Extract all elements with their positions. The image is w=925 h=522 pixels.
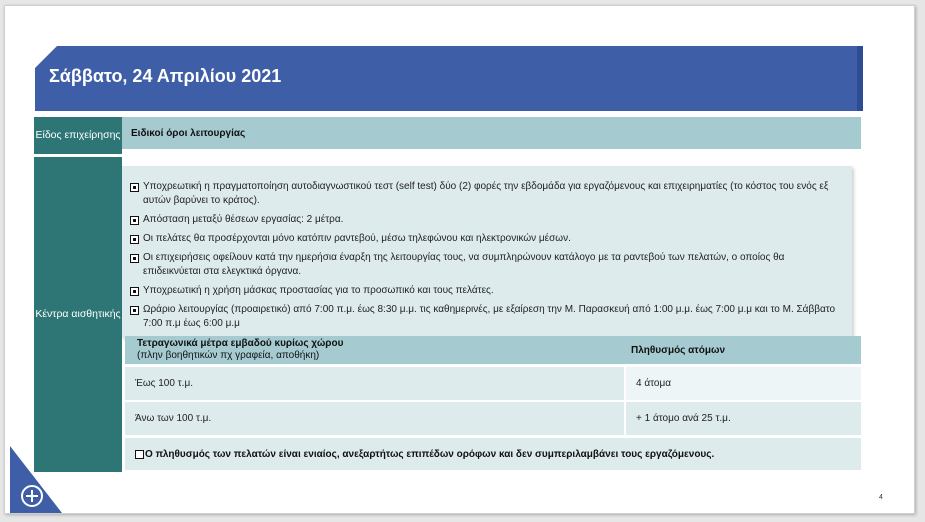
capacity-table-header <box>125 336 861 364</box>
checkbox-bullet-icon <box>130 216 139 225</box>
slide <box>4 5 915 514</box>
area-column-header <box>137 338 343 362</box>
list-item <box>130 213 840 227</box>
table-cell-people: 4 άτομα <box>626 367 861 400</box>
checkbox-bullet-icon <box>130 235 139 244</box>
title-banner <box>35 46 863 111</box>
list-item <box>130 180 840 208</box>
banner-corner-cut <box>35 46 57 68</box>
list-item <box>130 303 840 331</box>
people-column-header: Πληθυσμός ατόμων <box>631 345 726 356</box>
area-header-subtitle: (πλην βοηθητικών πχ γραφεία, αποθήκη) <box>137 350 320 361</box>
table-cell-area: Έως 100 τ.μ. <box>125 367 624 400</box>
terms-list-box <box>122 166 852 338</box>
special-terms-header: Ειδικοί όροι λειτουργίας <box>122 117 861 149</box>
checkbox-bullet-icon <box>135 450 144 459</box>
footnote-text: Ο πληθυσμός των πελατών είναι ενιαίος, ανεξαρτήτως επιπέδων ορόφων και δεν συμπεριλαμβάνει τους εργαζόμενους. <box>145 448 715 460</box>
checkbox-bullet-icon <box>130 254 139 263</box>
bullet-text: Υποχρεωτική η χρήση μάσκας προστασίας για το προσωπικό και τους πελάτες. <box>143 285 494 296</box>
slide-title: Σάββατο, 24 Απριλίου 2021 <box>49 66 282 86</box>
category-label: Κέντρα αισθητικής <box>34 157 122 472</box>
checkbox-bullet-icon <box>130 183 139 192</box>
bullet-text: Ωράριο λειτουργίας (προαιρετικό) από 7:00 π.μ. έως 8:30 μ.μ. τις καθημερινές, με εξαίρεση την Μ. Παρασκευή από 1:00 μ.μ. έως 7:00 μ.μ και το Μ. Σάββατο 7:00 π.μ έως 6:00 μ.μ <box>143 304 836 329</box>
footnote-row <box>125 438 861 470</box>
checkbox-bullet-icon <box>130 287 139 296</box>
bullet-text: Υποχρεωτική η πραγματοποίηση αυτοδιαγνωστικού τεστ (self test) δύο (2) φορές την εβδομάδα για εργαζόμενους και επιχειρηματίες (το κόστος του ενός εξ αυτών βαρύνει το κράτος). <box>143 181 829 206</box>
bullet-text: Οι επιχειρήσεις οφείλουν κατά την ημερήσια έναρξη της λειτουργίας τους, να συμπληρώνουν κατάλογο με τα ραντεβού των πελατών, ο οποίος θα επιδεικνύεται στα ελεγκτικά όργανα. <box>143 252 785 277</box>
business-type-label: Είδος επιχείρησης <box>34 117 122 154</box>
list-item <box>130 284 840 298</box>
banner-edge <box>857 46 863 111</box>
bullet-text: Απόσταση μεταξύ θέσεων εργασίας: 2 μέτρα. <box>143 214 344 225</box>
area-header-title: Τετραγωνικά μέτρα εμβαδού κυρίως χώρου <box>137 338 344 349</box>
table-cell-people: + 1 άτομο ανά 25 τ.μ. <box>626 402 861 435</box>
list-item <box>130 251 840 279</box>
terms-list <box>130 180 840 336</box>
page-number: 4 <box>879 494 883 501</box>
bullet-text: Οι πελάτες θα προσέρχονται μόνο κατόπιν ραντεβού, μέσω τηλεφώνου και ηλεκτρονικών μέσων. <box>143 233 571 244</box>
table-cell-area: Άνω των 100 τ.μ. <box>125 402 624 435</box>
greek-emblem-icon <box>21 485 43 507</box>
checkbox-bullet-icon <box>130 306 139 315</box>
list-item <box>130 232 840 246</box>
